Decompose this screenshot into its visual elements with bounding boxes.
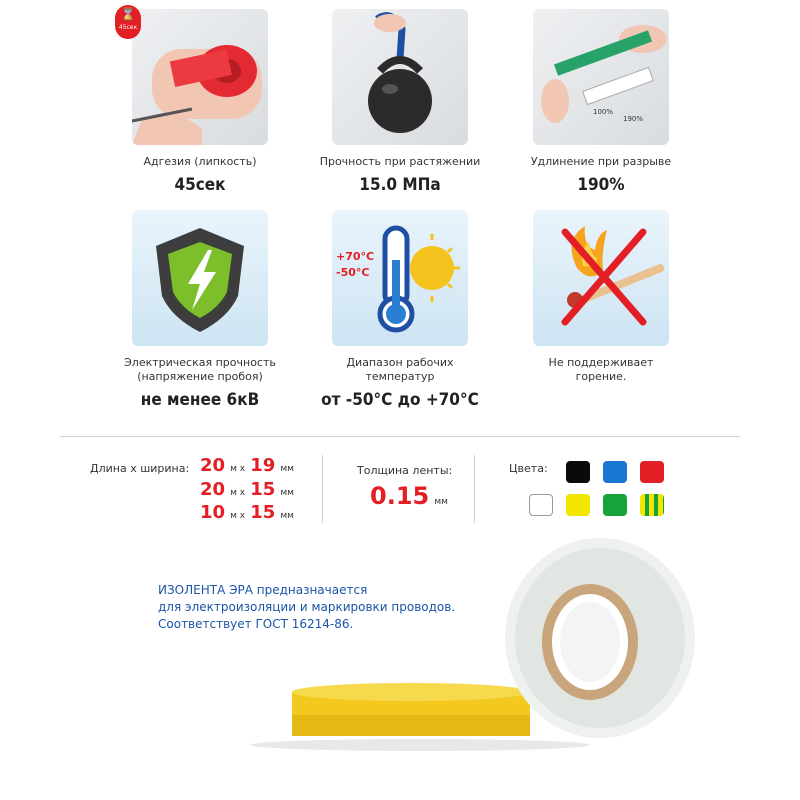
description-line: для электроизоляции и маркировки проводов. <box>158 600 456 614</box>
tile-dielectric <box>132 210 268 346</box>
thickness-label: Толщина ленты: <box>357 464 453 477</box>
swatch-green <box>603 494 627 516</box>
size-length: 10 <box>200 502 226 523</box>
section-divider <box>60 436 740 437</box>
tensile-photo <box>332 9 468 145</box>
feature-tensile <box>295 9 505 195</box>
feature-adhesion <box>95 9 305 195</box>
timer-badge-text: 45сек <box>118 24 138 31</box>
feature-value: 15.0 МПа <box>359 175 441 195</box>
swatch-yellow <box>566 494 590 516</box>
size-width: 15 <box>250 502 276 523</box>
feature-value: от -50°С до +70°С <box>321 390 479 410</box>
description-line: Соответствует ГОСТ 16214-86. <box>158 617 354 631</box>
temp-min: -50°C <box>336 266 370 279</box>
thickness <box>370 482 448 510</box>
elongation-photo <box>533 9 669 145</box>
adhesion-photo <box>132 9 268 145</box>
feature-label: Диапазон рабочих температур <box>346 356 454 383</box>
size-row <box>200 479 294 500</box>
size-length: 20 <box>200 479 226 500</box>
spec-separator <box>322 455 323 523</box>
size-x: м х <box>230 511 246 521</box>
feature-value: 190% <box>577 175 625 195</box>
size-unit: мм <box>280 464 294 474</box>
description-line: ИЗОЛЕНТА ЭРА предназначается <box>158 583 368 597</box>
feature-label: Электрическая прочность (напряжение пробоя) <box>124 356 276 383</box>
no-fire-icon <box>533 210 669 346</box>
thickness-value: 0.15 <box>370 482 430 510</box>
thermometer-icon <box>332 210 468 346</box>
temp-max: +70°C <box>336 250 375 263</box>
size-width: 15 <box>250 479 276 500</box>
colors-label: Цвета: <box>509 462 548 475</box>
feature-nonflammable <box>496 210 706 390</box>
timer-badge <box>115 5 141 39</box>
feature-label: Адгезия (липкость) <box>143 155 257 168</box>
feature-elongation <box>496 9 706 195</box>
feature-label: Прочность при растяжении <box>319 155 481 168</box>
swatch-red <box>640 461 664 483</box>
size-x: м х <box>230 464 246 474</box>
feature-temperature <box>295 210 505 410</box>
size-row <box>200 455 294 476</box>
feature-label: Не поддерживает горение. <box>548 356 654 383</box>
feature-value: 45сек <box>174 175 226 195</box>
feature-dielectric <box>95 210 305 410</box>
thickness-unit: мм <box>434 497 448 507</box>
size-x: м х <box>230 488 246 498</box>
size-width: 19 <box>250 455 276 476</box>
hourglass-icon: ⌛ <box>120 7 136 21</box>
tile-nonflammable <box>533 210 669 346</box>
size-row <box>200 502 294 523</box>
spec-separator <box>474 455 475 523</box>
shield-lightning-icon <box>132 210 268 346</box>
size-unit: мм <box>280 511 294 521</box>
mark-100: 100% <box>593 108 614 116</box>
tape-rolls-image <box>0 530 800 800</box>
swatch-black <box>566 461 590 483</box>
size-length: 20 <box>200 455 226 476</box>
tile-temperature <box>332 210 468 346</box>
size-label: Длина х ширина: <box>90 462 190 475</box>
swatch-white <box>529 494 553 516</box>
feature-value: не менее 6кВ <box>140 390 260 410</box>
swatch-blue <box>603 461 627 483</box>
feature-label: Удлинение при разрыве <box>530 155 672 168</box>
swatch-yellow-green <box>640 494 664 516</box>
mark-190: 190% <box>623 115 644 123</box>
size-unit: мм <box>280 488 294 498</box>
